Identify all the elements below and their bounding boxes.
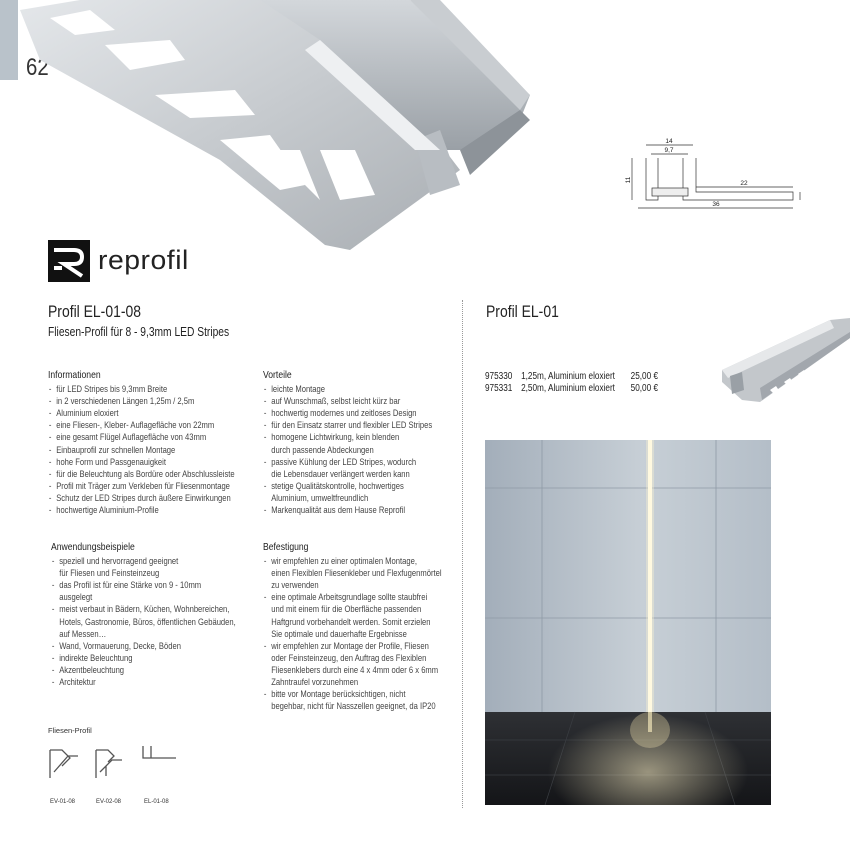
dim-label: 9,7 — [664, 147, 674, 154]
list-item — [263, 431, 432, 455]
list-item — [263, 456, 432, 480]
article-price: 25,00 € — [630, 371, 659, 382]
list-item — [51, 640, 236, 652]
list-item — [263, 640, 442, 688]
list-item-text: - leichte Montage — [271, 384, 326, 395]
profile-diagram-drawings — [48, 742, 198, 797]
list-item-text: - für LED Stripes bis 9,3mm Breite — [56, 384, 168, 395]
hero-profile-image — [20, 0, 530, 260]
list-item — [263, 688, 442, 712]
list-item — [263, 395, 432, 407]
list-item — [263, 591, 442, 639]
list-item-text: - bitte vor Montage berücksichtigen, nicht — [271, 689, 406, 700]
list-item — [51, 652, 236, 664]
list-item-text: - Profil mit Träger zum Verkleben für Fliesenmontage — [56, 480, 230, 491]
list-item — [48, 383, 235, 395]
list-item — [263, 555, 442, 591]
list-item-text: Zahntraufel vorzunehmen — [271, 677, 359, 688]
list-item — [51, 676, 236, 688]
article-description: 1,25m, Aluminium eloxiert — [521, 371, 615, 382]
dim-label: 14 — [665, 138, 673, 145]
diagram-title: Fliesen-Profil — [48, 726, 92, 735]
list-item-text: - wir empfehlen zur Montage der Profile, Fliesen — [271, 640, 429, 651]
article-number: 975330 — [485, 371, 513, 382]
product-title-left: Profil EL-01-08 — [48, 302, 141, 321]
price-row — [485, 371, 658, 383]
list-item-text: - Schutz der LED Stripes durch äußere Einwirkungen — [56, 492, 231, 503]
list-item-text: Sie optimale und dauerhafte Ergebnisse — [271, 628, 407, 639]
list-item-text: - stetige Qualitätskontrolle, hochwertiges — [271, 480, 404, 491]
list-item-text: - hochwertige Aluminium-Profile — [56, 505, 159, 516]
list-item-text: - speziell und hervorragend geeignet — [59, 556, 179, 567]
dim-label: 11 — [625, 176, 632, 184]
section-heading: Vorteile — [263, 369, 292, 381]
list-item — [48, 431, 235, 443]
profile-thumbnail-image — [720, 310, 850, 405]
list-item — [48, 444, 235, 456]
list-item-text: Haftgrund vorbehandelt werden. Somit erzielen — [271, 616, 431, 627]
product-title-right: Profil EL-01 — [486, 302, 559, 321]
informationen-section — [48, 369, 235, 516]
profile-diagrams — [48, 726, 198, 811]
list-item-text: - indirekte Beleuchtung — [59, 652, 133, 663]
list-item — [48, 395, 235, 407]
list-item-text: - homogene Lichtwirkung, kein blenden — [271, 432, 400, 443]
list-item — [263, 419, 432, 431]
list-item-text: begehbar, nicht für Nasszellen geeignet, da IP20 — [271, 701, 436, 712]
list-item — [48, 407, 235, 419]
logo-mark-icon — [48, 240, 90, 282]
list-item — [48, 480, 235, 492]
list-item-text: - in 2 verschiedenen Längen 1,25m / 2,5m — [56, 396, 195, 407]
diagram-label: EV-01-08 — [50, 799, 76, 805]
reprofil-logo — [48, 240, 218, 286]
list-item-text: für Fliesen und Feinsteinzeug — [59, 568, 160, 579]
list-item-text: - für den Einsatz starrer und flexibler LED Stripes — [271, 420, 433, 431]
dim-label: 36 — [712, 201, 720, 208]
list-item — [48, 468, 235, 480]
list-item — [51, 603, 236, 639]
diagram-label: EV-02-08 — [96, 799, 122, 805]
column-divider — [462, 300, 463, 808]
list-item-text: - Wand, Vormauerung, Decke, Böden — [59, 640, 181, 651]
page-number: 62 — [26, 54, 49, 81]
list-item-text: Hotels, Gastronomie, Büros, öffentlichen Gebäuden, — [59, 616, 236, 627]
list-item-text: Aluminium, umweltfreundlich — [271, 492, 369, 503]
anwendung-section — [51, 541, 236, 688]
list-item-text: - eine Fliesen-, Kleber- Auflagefläche von 22mm — [56, 420, 215, 431]
list-item — [263, 504, 432, 516]
price-table — [485, 371, 658, 395]
list-item-text: und mit einem für die Oberfläche passenden — [271, 604, 422, 615]
article-price: 50,00 € — [630, 383, 659, 394]
list-item-text: oder Feinsteinzeug, den Auftrag des Flexiblen — [271, 652, 427, 663]
list-item-text: - auf Wunschmaß, selbst leicht kürz bar — [271, 396, 401, 407]
list-item — [48, 419, 235, 431]
list-item-text: - wir empfehlen zu einer optimalen Montage, — [271, 556, 417, 567]
section-heading: Anwendungsbeispiele — [51, 541, 135, 553]
list-item-text: - eine gesamt Flügel Auflagefläche von 43mm — [56, 432, 207, 443]
list-item — [263, 480, 432, 504]
vorteile-section — [263, 369, 432, 516]
list-item-text: - für die Beleuchtung als Bordüre oder Abschlussleiste — [56, 468, 235, 479]
list-item-text: Fliesenklebers durch eine 4 x 4mm oder 6 x 6mm — [271, 664, 439, 675]
list-item — [263, 383, 432, 395]
list-item-text: - eine optimale Arbeitsgrundlage sollte staubfrei — [271, 592, 428, 603]
list-item — [51, 579, 236, 603]
list-item-text: - hohe Form und Passgenauigkeit — [56, 456, 166, 467]
price-row — [485, 383, 658, 395]
list-item-text: - Markenqualität aus dem Hause Reprofil — [271, 505, 406, 516]
article-description: 2,50m, Aluminium eloxiert — [521, 383, 615, 394]
list-item-text: auf Messen… — [59, 628, 107, 639]
list-item — [48, 504, 235, 516]
list-item-text: durch passende Abdeckungen — [271, 444, 374, 455]
list-item — [263, 407, 432, 419]
list-item-text: - das Profil ist für eine Stärke von 9 - 10mm — [59, 580, 202, 591]
befestigung-section — [263, 541, 442, 712]
list-item — [48, 456, 235, 468]
dim-label: 22 — [740, 180, 748, 187]
list-item-text: - hochwertig modernes und zeitloses Design — [271, 408, 417, 419]
page-tab — [0, 0, 18, 80]
list-item-text: - meist verbaut in Bädern, Küchen, Wohnbereichen, — [59, 604, 230, 615]
profile-section-drawing — [618, 130, 818, 220]
list-item — [51, 664, 236, 676]
list-item-text: die Lebensdauer verlängert werden kann — [271, 468, 410, 479]
list-item-text: ausgelegt — [59, 592, 93, 603]
section-heading: Informationen — [48, 369, 101, 381]
list-item-text: - Einbauprofil zur schnellen Montage — [56, 444, 176, 455]
list-item-text: - Aluminium eloxiert — [56, 408, 119, 419]
list-item — [48, 492, 235, 504]
brand-name: reprofil — [98, 245, 189, 275]
list-item — [51, 555, 236, 579]
list-item-text: einen Flexiblen Fliesenkleber und Flexfugenmörtel — [271, 568, 442, 579]
list-item-text: - passive Kühlung der LED Stripes, wodurch — [271, 456, 417, 467]
list-item-text: - Akzentbeleuchtung — [59, 664, 125, 675]
section-heading: Befestigung — [263, 541, 309, 553]
list-item-text: - Architektur — [59, 677, 96, 688]
diagram-label: EL-01-08 — [144, 799, 169, 805]
installation-photo — [485, 440, 771, 805]
article-number: 975331 — [485, 383, 513, 394]
list-item-text: zu verwenden — [271, 580, 319, 591]
product-subtitle: Fliesen-Profil für 8 - 9,3mm LED Stripes — [48, 325, 230, 339]
